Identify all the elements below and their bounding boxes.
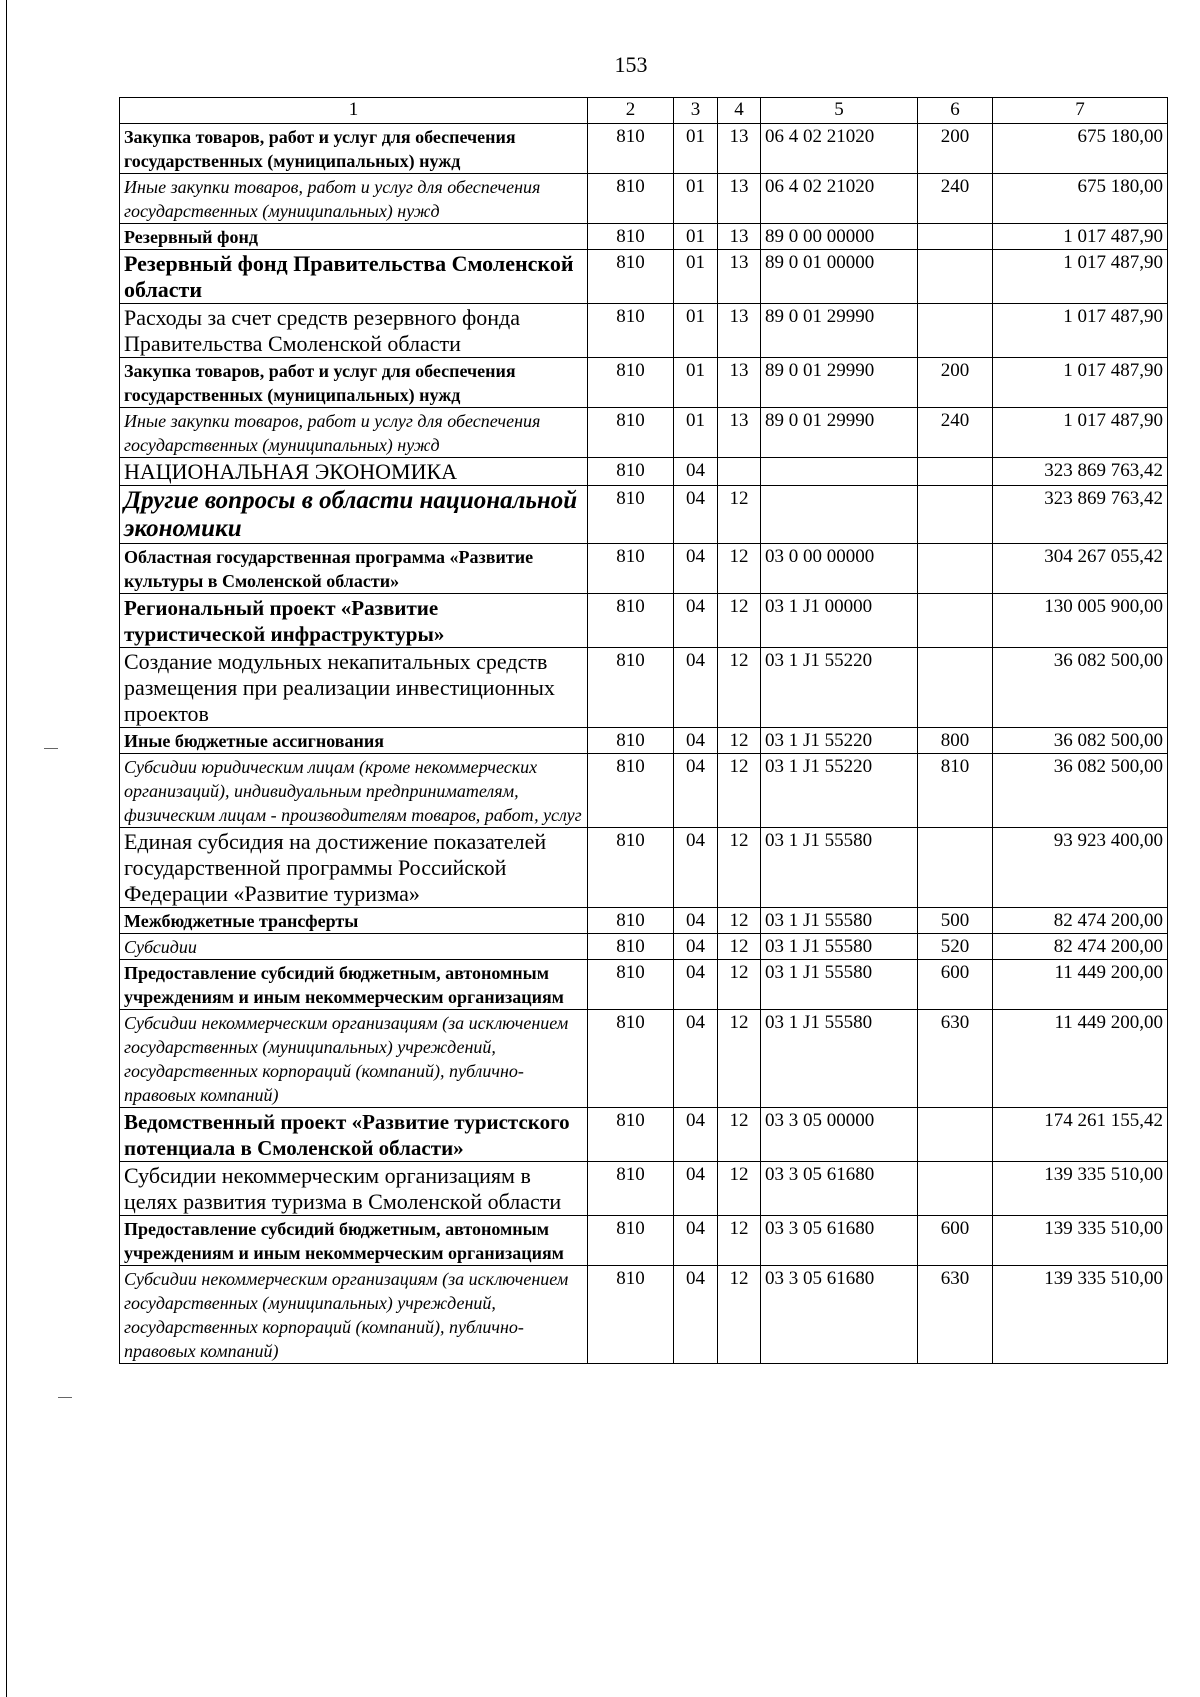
row-section-code: 04 (674, 1162, 718, 1216)
row-expense-type-code: 200 (918, 358, 993, 408)
table-row (120, 1216, 1168, 1266)
row-name-cell: Субсидии некоммерческим организациям в целях развития туризма в Смоленской области (120, 1162, 588, 1216)
header-row (120, 98, 1168, 124)
row-expense-type-code (918, 828, 993, 908)
row-amount: 82 474 200,00 (993, 934, 1168, 960)
row-section-code: 04 (674, 828, 718, 908)
row-ministry-code: 810 (588, 594, 674, 648)
row-section-code: 04 (674, 754, 718, 828)
row-ministry-code: 810 (588, 1108, 674, 1162)
row-section-code: 04 (674, 648, 718, 728)
left-margin-rule (6, 0, 7, 1697)
table-row (120, 908, 1168, 934)
row-section-code: 01 (674, 358, 718, 408)
row-expense-type-code (918, 458, 993, 486)
row-name-cell: Расходы за счет средств резервного фонда Правительства Смоленской области (120, 304, 588, 358)
row-expense-type-code (918, 594, 993, 648)
row-name-cell: Предоставление субсидий бюджетным, автономным учреждениям и иным некоммерческим организациям (120, 1216, 588, 1266)
row-target-article-code: 06 4 02 21020 (761, 174, 918, 224)
row-subsection-code: 12 (718, 934, 761, 960)
row-subsection-code: 13 (718, 124, 761, 174)
row-subsection-code: 12 (718, 1216, 761, 1266)
header-cell-target-article: 5 (761, 98, 918, 124)
row-expense-type-code: 800 (918, 728, 993, 754)
row-ministry-code: 810 (588, 1010, 674, 1108)
row-subsection-code: 12 (718, 1108, 761, 1162)
row-expense-type-code (918, 1162, 993, 1216)
row-amount: 1 017 487,90 (993, 250, 1168, 304)
table-row (120, 174, 1168, 224)
row-name-cell: Закупка товаров, работ и услуг для обеспечения государственных (муниципальных) нужд (120, 124, 588, 174)
row-ministry-code: 810 (588, 544, 674, 594)
row-amount: 675 180,00 (993, 124, 1168, 174)
row-target-article-code: 03 1 J1 55220 (761, 648, 918, 728)
row-target-article-code: 89 0 01 00000 (761, 250, 918, 304)
row-target-article-code (761, 458, 918, 486)
row-section-code: 01 (674, 250, 718, 304)
row-name-cell: Иные закупки товаров, работ и услуг для обеспечения государственных (муниципальных) нужд (120, 174, 588, 224)
table-row (120, 934, 1168, 960)
row-section-code: 04 (674, 594, 718, 648)
row-name-cell: Ведомственный проект «Развитие туристского потенциала в Смоленской области» (120, 1108, 588, 1162)
row-subsection-code: 13 (718, 358, 761, 408)
row-name-cell: Другие вопросы в области национальной экономики (120, 486, 588, 544)
header-cell-subsection: 4 (718, 98, 761, 124)
row-expense-type-code (918, 486, 993, 544)
row-section-code: 04 (674, 934, 718, 960)
row-expense-type-code: 630 (918, 1266, 993, 1364)
row-amount: 1 017 487,90 (993, 408, 1168, 458)
row-ministry-code: 810 (588, 174, 674, 224)
row-target-article-code (761, 486, 918, 544)
row-ministry-code: 810 (588, 934, 674, 960)
row-amount: 323 869 763,42 (993, 458, 1168, 486)
table-row (120, 648, 1168, 728)
row-subsection-code: 12 (718, 828, 761, 908)
table-row (120, 544, 1168, 594)
row-subsection-code: 13 (718, 250, 761, 304)
row-ministry-code: 810 (588, 250, 674, 304)
row-target-article-code: 03 1 J1 55220 (761, 754, 918, 828)
table-row (120, 486, 1168, 544)
row-amount: 82 474 200,00 (993, 908, 1168, 934)
row-ministry-code: 810 (588, 458, 674, 486)
row-amount: 304 267 055,42 (993, 544, 1168, 594)
row-amount: 139 335 510,00 (993, 1162, 1168, 1216)
row-amount: 1 017 487,90 (993, 358, 1168, 408)
row-subsection-code: 12 (718, 648, 761, 728)
budget-table (119, 97, 1168, 1364)
row-subsection-code: 12 (718, 1162, 761, 1216)
table-row (120, 250, 1168, 304)
row-section-code: 01 (674, 304, 718, 358)
row-target-article-code: 03 3 05 61680 (761, 1162, 918, 1216)
row-name-cell: Иные бюджетные ассигнования (120, 728, 588, 754)
table-row (120, 224, 1168, 250)
row-ministry-code: 810 (588, 358, 674, 408)
margin-mark (58, 1397, 72, 1398)
row-name-cell: Иные закупки товаров, работ и услуг для обеспечения государственных (муниципальных) нужд (120, 408, 588, 458)
row-section-code: 04 (674, 544, 718, 594)
table-row (120, 594, 1168, 648)
row-expense-type-code: 600 (918, 1216, 993, 1266)
row-target-article-code: 89 0 01 29990 (761, 358, 918, 408)
row-subsection-code: 13 (718, 174, 761, 224)
row-target-article-code: 03 1 J1 55580 (761, 908, 918, 934)
row-name-cell: Создание модульных некапитальных средств размещения при реализации инвестиционных проектов (120, 648, 588, 728)
row-expense-type-code: 240 (918, 174, 993, 224)
row-section-code: 04 (674, 960, 718, 1010)
row-target-article-code: 03 0 00 00000 (761, 544, 918, 594)
row-name-cell: Региональный проект «Развитие туристической инфраструктуры» (120, 594, 588, 648)
row-expense-type-code: 240 (918, 408, 993, 458)
row-ministry-code: 810 (588, 224, 674, 250)
row-section-code: 04 (674, 1266, 718, 1364)
row-section-code: 04 (674, 1216, 718, 1266)
row-subsection-code: 12 (718, 486, 761, 544)
row-subsection-code: 12 (718, 960, 761, 1010)
row-amount: 323 869 763,42 (993, 486, 1168, 544)
row-section-code: 04 (674, 728, 718, 754)
table-row (120, 828, 1168, 908)
row-name-cell: Резервный фонд (120, 224, 588, 250)
row-subsection-code: 12 (718, 1266, 761, 1364)
row-ministry-code: 810 (588, 828, 674, 908)
row-section-code: 04 (674, 1010, 718, 1108)
row-expense-type-code: 600 (918, 960, 993, 1010)
row-target-article-code: 03 1 J1 00000 (761, 594, 918, 648)
row-ministry-code: 810 (588, 960, 674, 1010)
row-name-cell: Резервный фонд Правительства Смоленской области (120, 250, 588, 304)
table-row (120, 1108, 1168, 1162)
table-row (120, 1266, 1168, 1364)
row-name-cell: НАЦИОНАЛЬНАЯ ЭКОНОМИКА (120, 458, 588, 486)
row-expense-type-code: 810 (918, 754, 993, 828)
row-section-code: 04 (674, 486, 718, 544)
table-row (120, 304, 1168, 358)
page-number: 153 (614, 52, 648, 77)
row-name-cell: Субсидии некоммерческим организациям (за исключением государственных (муниципальных) учреждений, государственных корпораций (компаний), публично-правовых компаний) (120, 1010, 588, 1108)
table-row (120, 1162, 1168, 1216)
table-row (120, 408, 1168, 458)
row-name-cell: Областная государственная программа «Развитие культуры в Смоленской области» (120, 544, 588, 594)
row-section-code: 01 (674, 174, 718, 224)
table-row (120, 358, 1168, 408)
row-expense-type-code: 520 (918, 934, 993, 960)
table-row (120, 960, 1168, 1010)
row-ministry-code: 810 (588, 124, 674, 174)
row-section-code: 01 (674, 124, 718, 174)
row-amount: 174 261 155,42 (993, 1108, 1168, 1162)
row-expense-type-code (918, 224, 993, 250)
row-target-article-code: 03 3 05 00000 (761, 1108, 918, 1162)
row-section-code: 01 (674, 408, 718, 458)
row-target-article-code: 03 3 05 61680 (761, 1216, 918, 1266)
table-row (120, 728, 1168, 754)
row-section-code: 04 (674, 458, 718, 486)
row-amount: 36 082 500,00 (993, 754, 1168, 828)
row-subsection-code: 12 (718, 544, 761, 594)
row-ministry-code: 810 (588, 304, 674, 358)
row-ministry-code: 810 (588, 908, 674, 934)
header-cell-name: 1 (120, 98, 588, 124)
header-cell-expense-type: 6 (918, 98, 993, 124)
row-subsection-code: 12 (718, 1010, 761, 1108)
row-target-article-code: 03 3 05 61680 (761, 1266, 918, 1364)
row-section-code: 04 (674, 908, 718, 934)
row-expense-type-code: 500 (918, 908, 993, 934)
row-subsection-code: 13 (718, 304, 761, 358)
row-subsection-code: 13 (718, 224, 761, 250)
table-row (120, 754, 1168, 828)
row-amount: 11 449 200,00 (993, 960, 1168, 1010)
row-name-cell: Субсидии (120, 934, 588, 960)
table-row (120, 458, 1168, 486)
row-subsection-code: 12 (718, 728, 761, 754)
row-expense-type-code: 200 (918, 124, 993, 174)
row-ministry-code: 810 (588, 486, 674, 544)
row-target-article-code: 89 0 01 29990 (761, 408, 918, 458)
row-ministry-code: 810 (588, 728, 674, 754)
row-expense-type-code (918, 1108, 993, 1162)
row-name-cell: Субсидии некоммерческим организациям (за исключением государственных (муниципальных) учреждений, государственных корпораций (компаний), публично-правовых компаний) (120, 1266, 588, 1364)
row-ministry-code: 810 (588, 1216, 674, 1266)
header-cell-ministry: 2 (588, 98, 674, 124)
row-subsection-code: 12 (718, 908, 761, 934)
row-expense-type-code (918, 648, 993, 728)
row-amount: 139 335 510,00 (993, 1216, 1168, 1266)
row-target-article-code: 03 1 J1 55580 (761, 960, 918, 1010)
table-row (120, 1010, 1168, 1108)
row-name-cell: Закупка товаров, работ и услуг для обеспечения государственных (муниципальных) нужд (120, 358, 588, 408)
header-cell-section: 3 (674, 98, 718, 124)
row-amount: 36 082 500,00 (993, 728, 1168, 754)
row-amount: 36 082 500,00 (993, 648, 1168, 728)
margin-mark (44, 748, 58, 749)
row-target-article-code: 03 1 J1 55580 (761, 1010, 918, 1108)
row-target-article-code: 03 1 J1 55220 (761, 728, 918, 754)
row-subsection-code: 12 (718, 594, 761, 648)
header-cell-amount: 7 (993, 98, 1168, 124)
row-section-code: 04 (674, 1108, 718, 1162)
row-amount: 93 923 400,00 (993, 828, 1168, 908)
row-target-article-code: 06 4 02 21020 (761, 124, 918, 174)
row-target-article-code: 03 1 J1 55580 (761, 934, 918, 960)
row-amount: 1 017 487,90 (993, 224, 1168, 250)
table-row (120, 124, 1168, 174)
row-expense-type-code (918, 544, 993, 594)
row-ministry-code: 810 (588, 648, 674, 728)
row-ministry-code: 810 (588, 754, 674, 828)
row-name-cell: Межбюджетные трансферты (120, 908, 588, 934)
row-name-cell: Субсидии юридическим лицам (кроме некоммерческих организаций), индивидуальным предпринимателям, физическим лицам - производителям товаров, работ, услуг (120, 754, 588, 828)
row-subsection-code: 13 (718, 408, 761, 458)
row-section-code: 01 (674, 224, 718, 250)
row-target-article-code: 89 0 00 00000 (761, 224, 918, 250)
row-ministry-code: 810 (588, 1162, 674, 1216)
row-ministry-code: 810 (588, 1266, 674, 1364)
row-expense-type-code: 630 (918, 1010, 993, 1108)
row-target-article-code: 03 1 J1 55580 (761, 828, 918, 908)
row-amount: 675 180,00 (993, 174, 1168, 224)
row-name-cell: Единая субсидия на достижение показателей государственной программы Российской Федерации «Развитие туризма» (120, 828, 588, 908)
row-amount: 1 017 487,90 (993, 304, 1168, 358)
row-expense-type-code (918, 250, 993, 304)
row-ministry-code: 810 (588, 408, 674, 458)
row-subsection-code (718, 458, 761, 486)
row-amount: 139 335 510,00 (993, 1266, 1168, 1364)
row-amount: 11 449 200,00 (993, 1010, 1168, 1108)
row-subsection-code: 12 (718, 754, 761, 828)
row-expense-type-code (918, 304, 993, 358)
row-amount: 130 005 900,00 (993, 594, 1168, 648)
row-target-article-code: 89 0 01 29990 (761, 304, 918, 358)
row-name-cell: Предоставление субсидий бюджетным, автономным учреждениям и иным некоммерческим организациям (120, 960, 588, 1010)
